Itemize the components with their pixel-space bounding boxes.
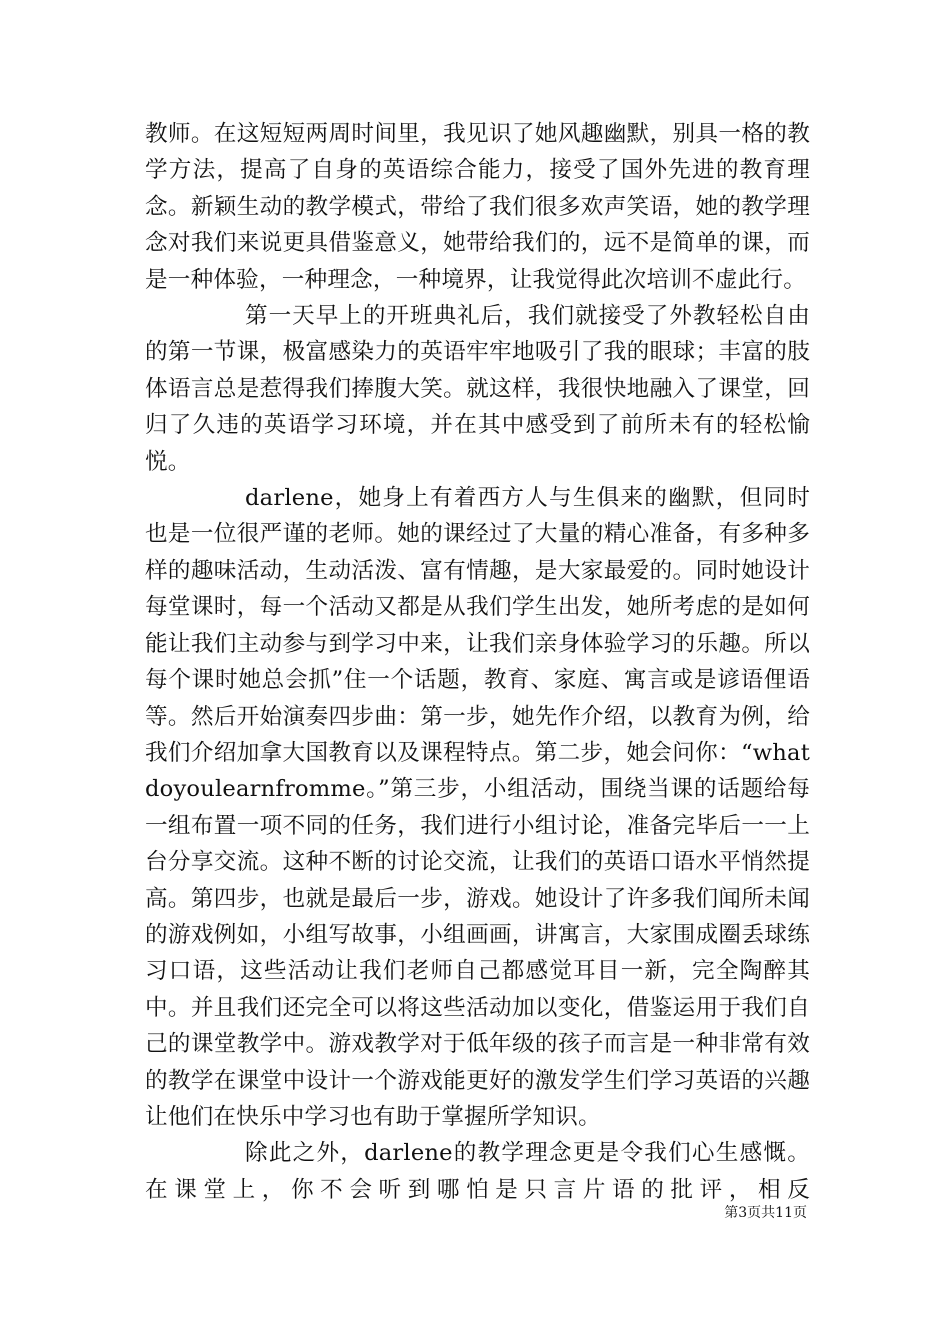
page-number-footer: 第3页共11页 — [724, 1205, 807, 1221]
document-body — [145, 116, 810, 1208]
paragraph-4: 除此之外，darlene的教学理念更是令我们心生感慨。在课堂上，你不会听到哪怕是只言片语的批评，相反 — [145, 1140, 810, 1203]
paragraph-1: 教师。在这短短两周时间里，我见识了她风趣幽默，别具一格的教学方法，提高了自身的英语综合能力，接受了国外先进的教育理念。新颖生动的教学模式，带给了我们很多欢声笑语，她的教学理念对我们来说更具借鉴意义，她带给我们的，远不是简单的课，而是一种体验，一种理念，一种境界，让我觉得此次培训不虚此行。 — [145, 121, 810, 293]
paragraph-3: darlene，她身上有着西方人与生俱来的幽默，但同时也是一位很严谨的老师。她的课经过了大量的精心准备，有多种多样的趣味活动，生动活泼、富有情趣，是大家最爱的。同时她设计每堂课时，每一个活动又都是从我们学生出发，她所考虑的是如何能让我们主动参与到学习中来，让我们亲身体验学习的乐趣。所以每个课时她总会抓”住一个话题，教育、家庭、寓言或是谚语俚语等。然后开始演奏四步曲：第一步，她先作介绍，以教育为例，给我们介绍加拿大国教育以及课程特点。第二步，她会问你：“whatdoyoulearnfromme。”第三步，小组活动，围绕当课的话题给每一组布置一项不同的任务，我们进行小组讨论，准备完毕后一一上台分享交流。这种不断的讨论交流，让我们的英语口语水平悄然提高。第四步，也就是最后一步，游戏。她设计了许多我们闻所未闻的游戏例如，小组写故事，小组画画，讲寓言，大家围成圈丢球练习口语，这些活动让我们老师自己都感觉耳目一新，完全陶醉其中。并且我们还完全可以将这些活动加以变化，借鉴运用于我们自己的课堂教学中。游戏教学对于低年级的孩子而言是一种非常有效的教学在课堂中设计一个游戏能更好的激发学生们学习英语的兴趣让他们在快乐中学习也有助于掌握所学知识。 — [145, 485, 810, 1130]
paragraph-2: 第一天早上的开班典礼后，我们就接受了外教轻松自由的第一节课，极富感染力的英语牢牢地吸引了我的眼球；丰富的肢体语言总是惹得我们捧腹大笑。就这样，我很快地融入了课堂，回归了久违的英语学习环境，并在其中感受到了前所未有的轻松愉悦。 — [145, 303, 810, 475]
